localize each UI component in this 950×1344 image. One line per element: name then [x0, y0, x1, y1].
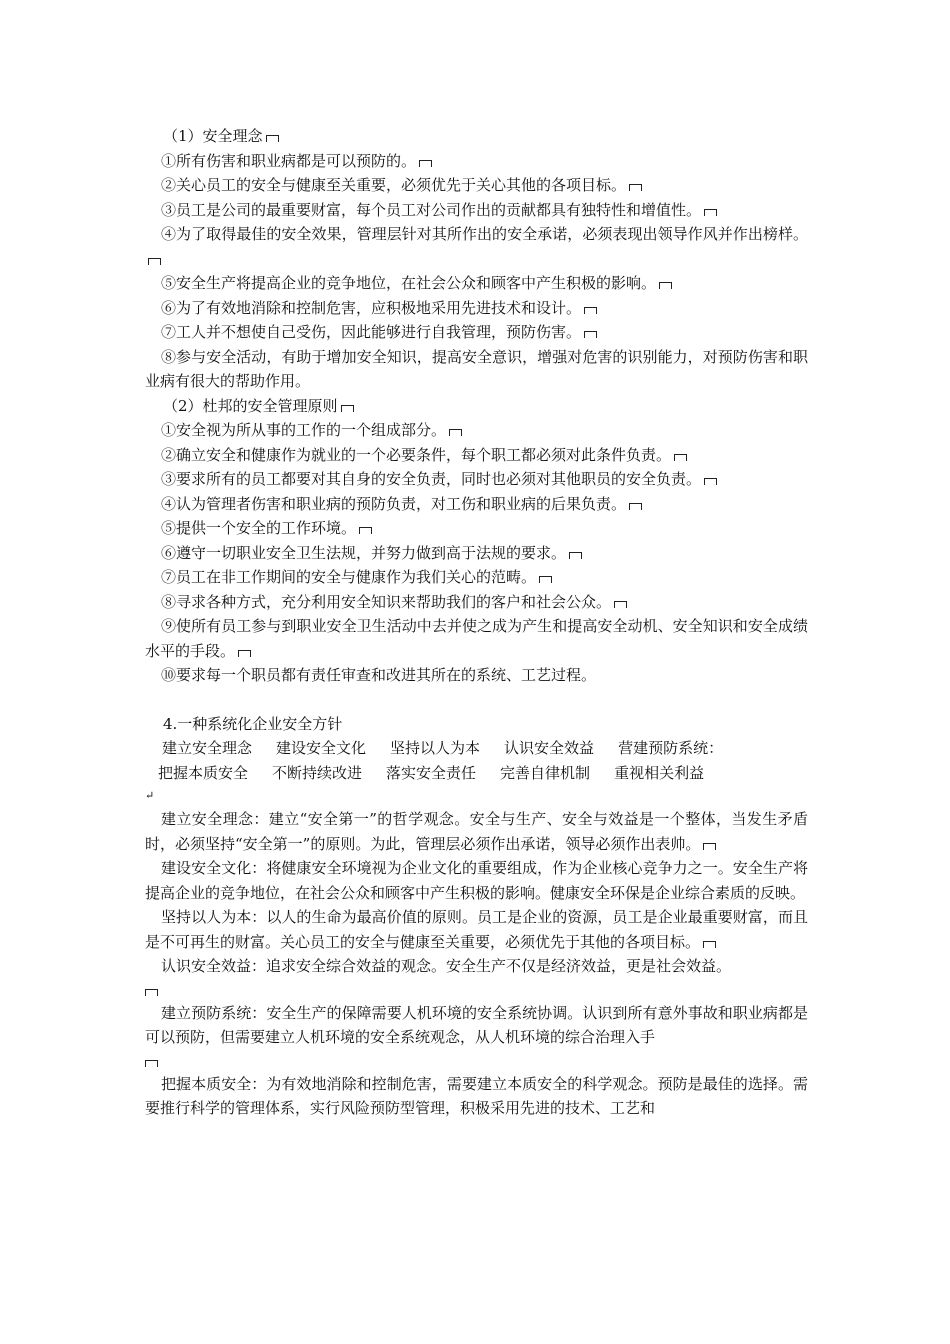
body-paragraph: 建立安全理念：建立“安全第一”的哲学观念。安全与生产、安全与效益是一个整体，当发生矛盾时，必须坚持“安全第一”的原则。为此，管理层必须作出承诺，领导必须作出表帅。 — [145, 810, 808, 853]
paragraph-mark-icon — [659, 282, 672, 289]
list-item: ⑧寻求各种方式，充分利用安全知识来帮助我们的客户和社会公众。 — [145, 590, 808, 615]
list-item: ①所有伤害和职业病都是可以预防的。 — [145, 149, 808, 174]
list-item: ⑦员工在非工作期间的安全与健康作为我们关心的范畴。 — [145, 565, 808, 590]
paragraph-mark-icon — [419, 160, 432, 167]
policy-keyword: 完善自律机制 — [500, 763, 591, 782]
list-item: ⑥遵守一切职业安全卫生法规，并努力做到高于法规的要求。 — [145, 541, 808, 566]
list-item: ④认为管理者伤害和职业病的预防负责，对工伤和职业病的后果负责。 — [145, 492, 808, 517]
list-item: ②确立安全和健康作为就业的一个必要条件，每个职工都必须对此条件负责。 — [145, 443, 808, 468]
section-heading: 4.一种系统化企业安全方针 — [163, 714, 343, 733]
paragraph-mark-icon — [703, 941, 716, 948]
list-item: ⑧参与安全活动，有助于增加安全知识，提高安全意识，增强对危害的识别能力，对预防伤害和职业病有很大的帮助作用。 — [145, 347, 808, 390]
list-item: ③要求所有的员工都要对其自身的安全负责，同时也必须对其他职员的安全负责。 — [145, 467, 808, 492]
body-paragraph: 坚持以人为本：以人的生命为最高价值的原则。员工是企业的资源，员工是企业最重要财富，而且是不可再生的财富。关心员工的安全与健康至关重要，必须优先于其他的各项目标。 — [145, 908, 808, 951]
section-heading: （2）杜邦的安全管理原则 — [145, 394, 808, 419]
policy-keyword: 建设安全文化 — [276, 739, 367, 757]
paragraph-mark-icon — [359, 527, 372, 534]
paragraph-mark-icon — [704, 478, 717, 485]
body-paragraph: 建设安全文化：将健康安全环境视为企业文化的重要组成，作为企业核心竞争力之一。安全生产将提高企业的竞争地位，在社会公众和顾客中产生积极的影响。健康安全环保是企业综合素质的反映。 — [145, 859, 808, 902]
paragraph-mark-icon — [629, 184, 642, 191]
paragraph-mark-icon — [341, 405, 354, 412]
blank-line — [145, 688, 808, 712]
policy-keyword: 认识安全效益 — [504, 739, 595, 757]
paragraph-mark-icon — [584, 307, 597, 314]
line-break-mark: ↵ — [145, 789, 155, 802]
paragraph-mark-icon — [145, 1060, 158, 1067]
paragraph-mark-line — [145, 1050, 808, 1072]
document-body — [145, 124, 808, 1121]
policy-keywords-row — [145, 736, 808, 761]
paragraph-mark-icon — [703, 843, 716, 850]
policy-keyword: 重视相关利益 — [614, 763, 705, 782]
body-paragraph: 把握本质安全：为有效地消除和控制危害，需要建立本质安全的科学观念。预防是最佳的选择。需要推行科学的管理体系，实行风险预防型管理，积极采用先进的技术、工艺和 — [145, 1074, 808, 1117]
paragraph-mark-icon — [266, 135, 279, 142]
paragraph-mark-icon — [614, 601, 627, 608]
list-item: ⑦工人并不想使自己受伤，因此能够进行自我管理，预防伤害。 — [145, 320, 808, 345]
body-paragraph: 认识安全效益：追求安全综合效益的观念。安全生产不仅是经济效益，更是社会效益。 — [161, 957, 732, 975]
section-heading: （1）安全理念 — [145, 124, 808, 149]
paragraph-mark-icon — [569, 552, 582, 559]
paragraph-mark-icon — [145, 989, 158, 996]
paragraph-mark-line — [145, 979, 808, 1001]
paragraph-mark-icon — [449, 429, 462, 436]
policy-keyword: 不断持续改进 — [272, 763, 363, 782]
list-item: ⑤提供一个安全的工作环境。 — [145, 516, 808, 541]
list-item: ⑩要求每一个职员都有责任审查和改进其所在的系统、工艺过程。 — [161, 666, 597, 684]
list-item: ⑨使所有员工参与到职业安全卫生活动中去并使之成为产生和提高安全动机、安全知识和安全成绩水平的手段。 — [145, 617, 808, 660]
policy-keyword: 建立安全理念 — [162, 739, 253, 757]
list-item: ③员工是公司的最重要财富，每个员工对公司作出的贡献都具有独特性和增值性。 — [145, 198, 808, 223]
policy-keyword: 把握本质安全 — [158, 763, 249, 782]
paragraph-mark-icon — [674, 454, 687, 461]
paragraph-mark-icon — [584, 331, 597, 338]
paragraph-mark-icon — [704, 209, 717, 216]
list-item: ④为了取得最佳的安全效果，管理层针对其所作出的安全承诺，必须表现出领导作风并作出榜样。 — [145, 222, 808, 271]
policy-keyword: 坚持以人为本 — [390, 739, 481, 757]
paragraph-mark-icon — [629, 503, 642, 510]
list-item: ①安全视为所从事的工作的一个组成部分。 — [145, 418, 808, 443]
policy-keyword: 营建预防系统： — [618, 739, 724, 757]
body-paragraph: 建立预防系统：安全生产的保障需要人机环境的安全系统协调。认识到所有意外事故和职业病都是可以预防，但需要建立人机环境的安全系统观念，从人机环境的综合治理入手 — [145, 1003, 808, 1046]
list-item: ⑥为了有效地消除和控制危害，应积极地采用先进技术和设计。 — [145, 296, 808, 321]
paragraph-mark-icon — [238, 650, 251, 657]
list-item: ⑤安全生产将提高企业的竞争地位，在社会公众和顾客中产生积极的影响。 — [145, 271, 808, 296]
paragraph-mark-icon — [148, 258, 161, 265]
list-item: ②关心员工的安全与健康至关重要，必须优先于关心其他的各项目标。 — [145, 173, 808, 198]
policy-keyword: 落实安全责任 — [386, 763, 477, 782]
policy-keywords-row — [145, 761, 808, 786]
paragraph-mark-icon — [539, 576, 552, 583]
